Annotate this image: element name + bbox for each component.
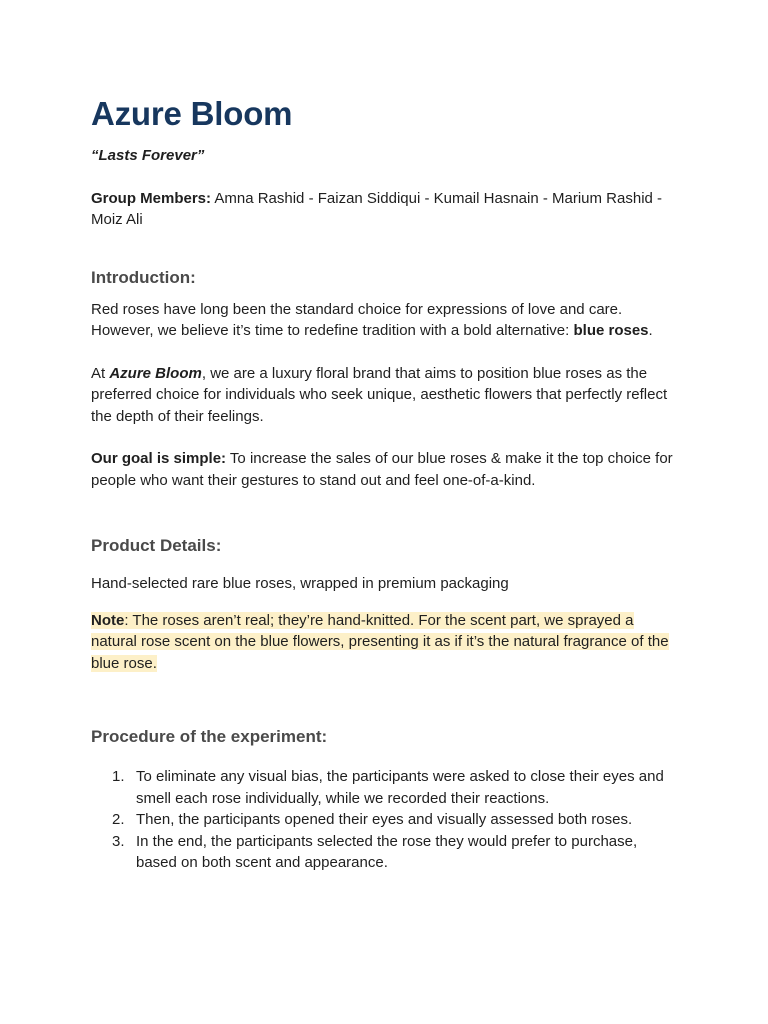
introduction-heading: Introduction: — [91, 267, 196, 287]
note-paragraph — [91, 610, 678, 675]
procedure-steps-list — [91, 766, 678, 874]
brand-name: Azure Bloom — [109, 364, 202, 382]
intro-paragraph-1 — [91, 299, 678, 342]
list-item — [91, 809, 678, 831]
step-number: 3. — [112, 832, 125, 850]
group-members — [91, 188, 678, 231]
note-text: : The roses aren’t real; they’re hand-knitted. For the scent part, we sprayed a natural rose scent on the blue flowers, presenting it as if it’s the natural fragrance of the blue rose. — [91, 611, 669, 672]
list-item — [91, 831, 678, 874]
goal-paragraph — [91, 448, 678, 491]
intro-p2-text: , we are a luxury floral brand that aims to position blue roses as the preferred choice for individuals who seek unique, aesthetic flowers that perfectly reflect the depth of their feelings. — [91, 364, 668, 425]
step-number: 2. — [112, 811, 125, 828]
intro-p1-end: . — [648, 322, 653, 339]
intro-paragraph-2 — [91, 363, 678, 428]
document-title: Azure Bloom — [91, 95, 293, 132]
step-text: Then, the participants opened their eyes and visually assessed both roses. — [136, 811, 633, 828]
tagline: “Lasts Forever” — [91, 147, 205, 164]
group-members-label: Group Members: — [91, 189, 212, 207]
intro-p1-bold: blue roses — [573, 322, 649, 339]
intro-p2-pre: At — [91, 364, 110, 382]
list-item — [91, 766, 678, 809]
goal-text: To increase the sales of our blue roses & make it the top choice for people who want their gestures to stand out and feel one-of-a-kind. — [91, 450, 673, 489]
product-description: Hand-selected rare blue roses, wrapped in premium packaging — [91, 575, 509, 592]
step-number: 1. — [112, 768, 125, 785]
group-members-names: Amna Rashid - Faizan Siddiqui - Kumail Hasnain - Marium Rashid - Moiz Ali — [91, 189, 663, 228]
procedure-heading: Procedure of the experiment: — [91, 727, 328, 746]
intro-p1-text: Red roses have long been the standard choice for expressions of love and care. However, we believe it’s time to redefine tradition with a bold alternative: — [91, 300, 623, 339]
product-details-heading: Product Details: — [91, 536, 222, 555]
step-text: In the end, the participants selected the rose they would prefer to purchase, based on both scent and appearance. — [136, 832, 638, 871]
step-text: To eliminate any visual bias, the participants were asked to close their eyes and smell each rose individually, while we recorded their reactions. — [136, 768, 664, 807]
note-highlight — [91, 612, 669, 672]
note-label: Note — [91, 611, 125, 629]
goal-label: Our goal is simple: — [91, 450, 227, 467]
